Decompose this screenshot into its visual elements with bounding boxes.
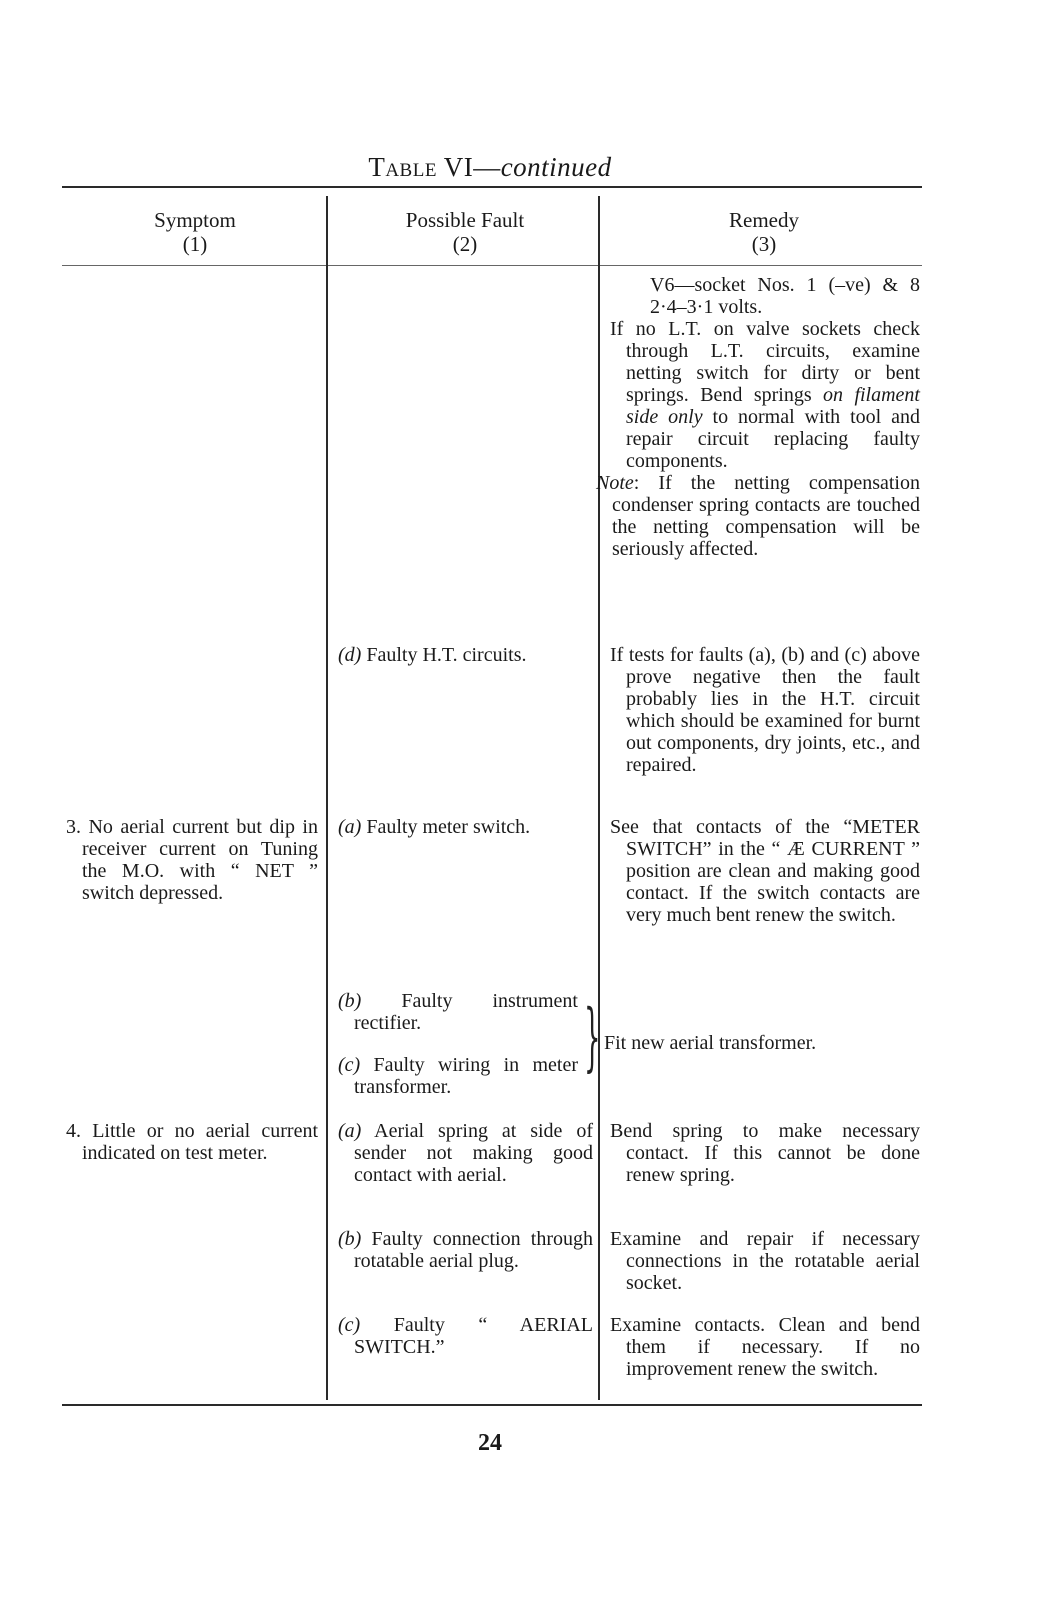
header-fault-number: (2): [452, 232, 478, 256]
remedy-3bc-text: Fit new aerial transformer.: [604, 1032, 817, 1054]
fault-4b-label: (b): [338, 1228, 362, 1250]
table-title: Table VI—continued: [368, 152, 612, 182]
header-symptom-number: (1): [182, 232, 208, 256]
column-divider-2: [598, 196, 600, 1400]
remedy-4a: [610, 1120, 920, 1186]
fault-4a-text: Aerial spring at side of sender not making good contact with aerial.: [354, 1120, 593, 1186]
fault-d-label: (d): [338, 644, 362, 666]
remedy-4c-text: Examine contacts. Clean and bend them if necessary. If no improvement renew the switch.: [610, 1314, 920, 1380]
fault-4b-text: Faulty connection through rotatable aerial plug.: [354, 1228, 593, 1272]
remedy-continued: [596, 274, 920, 560]
fault-3c-text: Faulty wiring in meter transformer.: [354, 1054, 578, 1098]
remedy-3bc: [604, 1032, 920, 1054]
fault-4b: [338, 1228, 593, 1272]
fault-4c: [338, 1314, 593, 1358]
right-brace: }: [584, 994, 601, 1080]
fault-3a-text: Faulty meter switch.: [361, 816, 531, 838]
remedy-3a-text: See that contacts of the “METER SWITCH” in the “ Æ CURRENT ” position are clean and making good contact. If the switch contacts are very much bent renew the switch.: [610, 816, 920, 926]
remedy-3a: [610, 816, 920, 926]
remedy-4b-text: Examine and repair if necessary connections in the rotatable aerial socket.: [610, 1228, 920, 1294]
header-remedy-label: Remedy: [729, 208, 799, 232]
header-symptom: [70, 208, 320, 256]
page-number: 24: [478, 1430, 502, 1456]
fault-3a: [338, 816, 593, 838]
note-label: Note: [596, 472, 634, 494]
fault-3b-text: Faulty instrument rectifier.: [354, 990, 578, 1034]
header-rule: [62, 265, 922, 266]
fault-4a: [338, 1120, 593, 1186]
table-title-prefix: Table VI: [368, 152, 474, 182]
fault-3b: [338, 990, 578, 1034]
header-remedy-number: (3): [751, 232, 777, 256]
remedy-d-text: If tests for faults (a), (b) and (c) above prove negative then the fault probably lies in the H.T. circuit which should be examined for burnt out components, dry joints, etc., and repaired.: [610, 644, 920, 776]
header-remedy: [606, 208, 922, 256]
fault-4c-text: Faulty “ AERIAL SWITCH.”: [354, 1314, 593, 1358]
column-divider-1: [326, 196, 328, 1400]
symptom-4-text: 4. Little or no aerial current indicated on test meter.: [66, 1120, 318, 1164]
remedy-lt-check: [610, 318, 920, 472]
fault-3c-label: (c): [338, 1054, 361, 1076]
remedy-d: [610, 644, 920, 776]
symptom-3: [66, 816, 318, 904]
table-title-suffix: continued: [500, 152, 612, 182]
remedy-4c: [610, 1314, 920, 1380]
fault-3c: [338, 1054, 578, 1098]
symptom-4: [66, 1120, 318, 1164]
fault-3a-label: (a): [338, 816, 362, 838]
fault-d-text: Faulty H.T. circuits.: [361, 644, 527, 666]
remedy-lt-text-2: to normal with tool and repair circuit replacing faulty components.: [626, 406, 920, 472]
fault-3b-label: (b): [338, 990, 362, 1012]
header-symptom-label: Symptom: [154, 208, 236, 232]
fault-d: [338, 644, 593, 666]
remedy-lt-emphasis: on filament side only: [626, 384, 920, 428]
fault-4c-label: (c): [338, 1314, 361, 1336]
header-possible-fault: [335, 208, 595, 256]
table-bottom-rule: [62, 1404, 922, 1406]
table-top-rule: [62, 186, 922, 188]
header-fault-label: Possible Fault: [405, 208, 525, 232]
remedy-note: [596, 472, 920, 560]
fault-4a-label: (a): [338, 1120, 362, 1142]
remedy-voltage-line: V6—socket Nos. 1 (–ve) & 8 2·4–3·1 volts.: [650, 274, 920, 318]
remedy-lt-text-1: If no L.T. on valve sockets check through L.T. circuits, examine netting switch for dirty or bent springs. Bend springs: [610, 318, 920, 406]
symptom-3-text: 3. No aerial current but dip in receiver current on Tuning the M.O. with “ NET ” switch depressed.: [66, 816, 318, 904]
note-text: : If the netting compensation condenser spring contacts are touched the netting compensation will be seriously affected.: [612, 472, 920, 560]
remedy-4a-text: Bend spring to make necessary contact. If this cannot be done renew spring.: [610, 1120, 920, 1186]
remedy-4b: [610, 1228, 920, 1294]
